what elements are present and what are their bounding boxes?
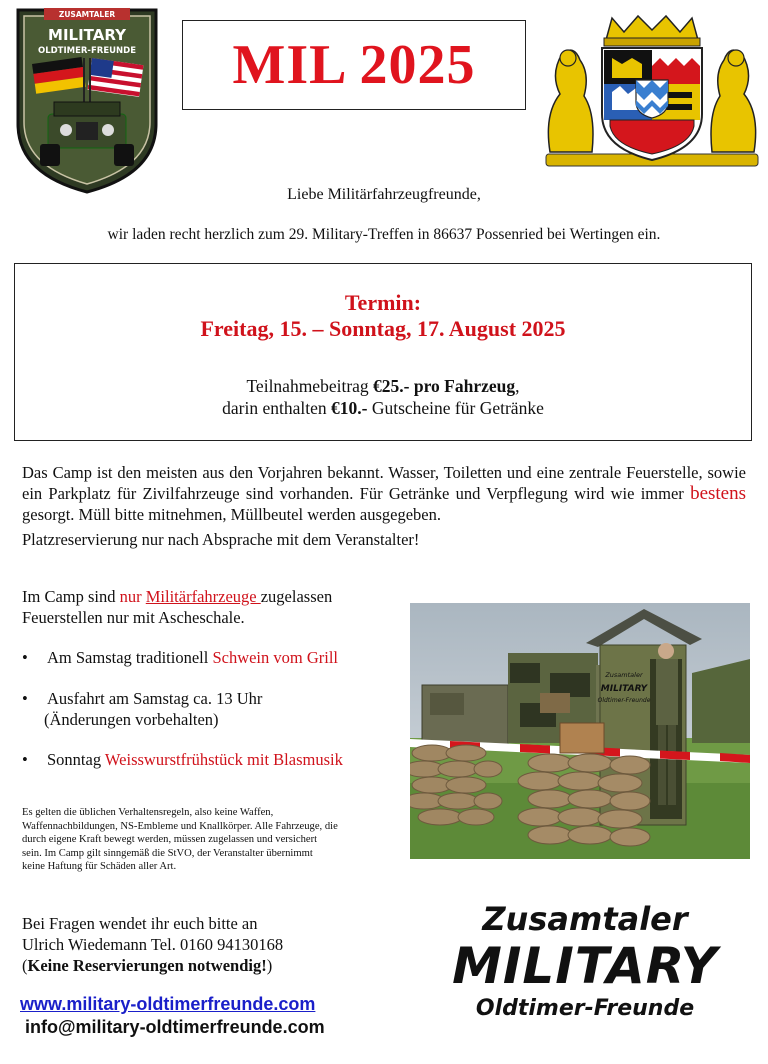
website-link[interactable]: www.military-oldtimerfreunde.com <box>20 994 316 1014</box>
termin-label: Termin: <box>344 290 422 315</box>
greeting-text: Liebe Militärfahrzeugfreunde, <box>287 186 481 203</box>
bullet-dot-icon: • <box>22 750 28 769</box>
brand-line-1: Zusamtaler <box>482 900 688 938</box>
email-address[interactable]: info@military-oldtimerfreunde.com <box>25 1017 325 1037</box>
voucher-prefix: darin enthalten <box>222 398 331 418</box>
vehicle-rule-nur: nur <box>119 587 146 606</box>
bullet-breakfast-highlight: Weisswurstfrühstück mit Blasmusik <box>104 750 343 769</box>
contact-note <box>22 955 272 976</box>
club-badge-logo <box>14 6 160 196</box>
camp-photo <box>410 603 750 859</box>
hut-sign-line-3: Oldtimer-Freunde <box>597 697 651 704</box>
bullet-grill-prefix: Am Samstag traditionell <box>47 648 213 667</box>
contact-line-1: Bei Fragen wendet ihr euch bitte an <box>22 914 258 933</box>
bullet-dot-icon: • <box>22 689 28 708</box>
reservation-note: Platzreservierung nur nach Absprache mit dem Veranstalter! <box>22 530 420 549</box>
bullet-dot-icon: • <box>22 648 28 667</box>
brand-wordmark <box>440 900 730 1024</box>
disclaimer-text: Es gelten die üblichen Verhaltensregeln, also keine Waffen, Waffennachbildungen, NS-Embleme und Knallkörper. Alle Fahrzeuge, die durch eigene Kraft bewegt werden, müssen zugelassen und versichert sein. Im Camp gilt sinngemäß die StVO, der Veranstalter übernimmt keine Haftung für Schäden aller Art. <box>22 807 338 873</box>
invitation-text: wir laden recht herzlich zum 29. Military-Treffen in 86637 Possenried bei Wertingen ein. <box>107 226 661 243</box>
fire-rule: Feuerstellen nur mit Ascheschale. <box>22 608 245 627</box>
bavarian-coat-of-arms-logo <box>540 14 764 170</box>
event-dates: Freitag, 15. – Sonntag, 17. August 2025 <box>200 316 566 341</box>
contact-note-close: ) <box>266 956 273 975</box>
fee-line <box>15 376 751 397</box>
voucher-suffix: Gutscheine für Getränke <box>367 398 544 418</box>
contact-note-open: ( <box>22 956 28 975</box>
bullet-item-grill <box>22 648 402 670</box>
camp-highlight: bestens <box>690 483 746 504</box>
bullet-item-excursion <box>22 689 402 733</box>
bullet-item-breakfast <box>22 750 402 772</box>
voucher-amount: €10.- <box>331 398 368 418</box>
contact-name-phone: Ulrich Wiedemann Tel. 0160 94130168 <box>22 935 284 954</box>
camp-paragraph <box>22 462 746 525</box>
fee-prefix: Teilnahmebeitrag <box>246 376 374 396</box>
brand-line-2: MILITARY <box>452 937 718 995</box>
svg-text:MILITARY: MILITARY <box>48 26 126 44</box>
vehicle-rule-vehicles: Militärfahrzeuge <box>145 587 261 606</box>
event-details-box <box>14 263 752 441</box>
vehicle-rule <box>22 586 332 607</box>
brand-line-3: Oldtimer-Freunde <box>475 996 695 1021</box>
camp-text-2: gesorgt. Müll bitte mitnehmen, Müllbeutel werden ausgegeben. <box>22 505 441 524</box>
camp-text-1: Das Camp ist den meisten aus den Vorjahren bekannt. Wasser, Toiletten und eine zentrale Feuerstelle, sowie ein Parkplatz für Zivilfahrzeuge sind vorhanden. Für Getränke und Verpflegung wird wie immer <box>22 463 746 503</box>
bullet-breakfast-prefix: Sonntag <box>47 750 105 769</box>
page-title: MIL 2025 <box>232 34 476 96</box>
bullet-grill-highlight: Schwein vom Grill <box>212 648 339 667</box>
contact-note-bold: Keine Reservierungen notwendig! <box>27 956 267 975</box>
fee-amount: €25.- pro Fahrzeug <box>373 376 516 396</box>
bullet-excursion-text: Ausfahrt am Samstag ca. 13 Uhr <box>47 689 263 708</box>
svg-text:OLDTIMER-FREUNDE: OLDTIMER-FREUNDE <box>37 46 137 56</box>
fee-suffix: , <box>515 376 520 396</box>
voucher-line <box>15 398 751 419</box>
hut-sign-line-2: MILITARY <box>600 684 648 694</box>
svg-text:ZUSAMTALER: ZUSAMTALER <box>58 10 116 19</box>
title-box <box>182 20 526 110</box>
vehicle-rule-suffix: zugelassen <box>260 587 333 606</box>
vehicle-rule-prefix: Im Camp sind <box>22 587 120 606</box>
bullet-excursion-note: (Änderungen vorbehalten) <box>44 710 219 729</box>
hut-sign-line-1: Zusamtaler <box>605 671 643 679</box>
